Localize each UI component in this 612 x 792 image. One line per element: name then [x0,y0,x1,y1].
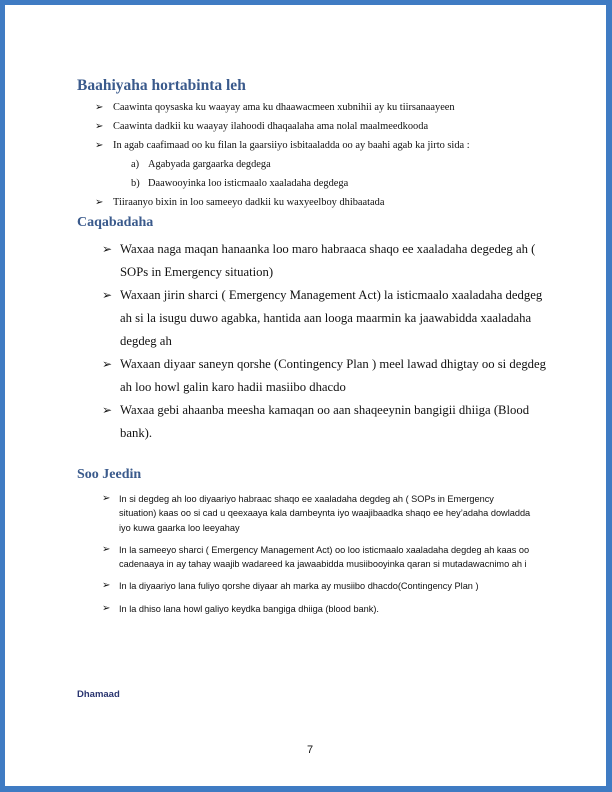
arrowhead-bullet-icon: ➢ [95,102,104,113]
list-item-text: In la diyaariyo lana fuliyo qorshe diyaar ah marka ay musiibo dhacdo(Contingency Plan ) [119,581,479,592]
list-item [95,139,555,158]
list-item-text: Waxaa naga maqan hanaanka loo maro habraaca shaqo ee xaaladaha degedeg ah ( SOPs in Emergency situation) [120,242,536,279]
arrowhead-bullet-icon: ➢ [95,197,104,208]
section-heading-recommendations: Soo Jeedin [77,467,142,482]
list-item [102,353,552,399]
list-item [102,284,552,353]
list-item-text: In si degdeg ah loo diyaariyo habraac shaqo ee xaaladaha degdeg ah ( SOPs in Emergency situation) kaas oo si cad u qeexaaya kala dambeynta iyo waajibaadka shaqo ee hey’adaha dowladda iyo kuwa gaarka loo leeyahay [119,494,531,533]
section-heading-priority-needs: Baahiyaha hortabinta leh [77,77,246,94]
list-item [102,492,532,535]
arrowhead-bullet-icon: ➢ [95,121,104,132]
sub-list-item [95,158,555,177]
sub-list-item [95,177,555,196]
arrowhead-bullet-icon: ➢ [102,580,111,592]
list-item-text: In agab caafimaad oo ku filan la gaarsiiyo isbitaaladda oo ay baahi agab ka jirto sida : [113,140,470,151]
arrowhead-bullet-icon: ➢ [102,242,113,256]
recommendations-list [102,492,532,624]
list-item-text: Caawinta qoysaska ku waayay ama ku dhaawacmeen xubnihii ay ku tiirsanaayeen [113,102,455,113]
sub-item-text: Agabyada gargaarka degdega [148,159,271,170]
list-item-text: Caawinta dadkii ku waayay ilahoodi dhaqaalaha ama nolal maalmeedkooda [113,121,429,132]
list-item-text: Waxaa gebi ahaanba meesha kamaqan oo aan shaqeeynin bangigii dhiiga (Blood bank). [120,403,530,440]
list-item [102,543,532,572]
arrowhead-bullet-icon: ➢ [102,288,113,302]
list-item-text: In la sameeyo sharci ( Emergency Management Act) oo loo isticmaalo xaaladaha degdeg ah kaas oo cadenaaya in ay tahay waajib wadareed ka jawaabidda musiibooyinka qaran si mutadawacnimo ah i [119,544,530,570]
sub-item-label: a) [131,159,140,170]
closing-text: Dhamaad [77,689,120,700]
arrowhead-bullet-icon: ➢ [102,543,111,555]
sub-item-text: Daawooyinka loo isticmaalo xaaladaha degdega [148,178,349,189]
list-item-text: Tiiraanyo bixin in loo sameeyo dadkii ku waxyeelboy dhibaatada [113,197,385,208]
list-item [102,399,552,445]
list-item [95,120,555,139]
arrowhead-bullet-icon: ➢ [102,493,111,504]
list-item-text: In la dhiso lana howl galiyo keydka bangiga dhiiga (blood bank). [119,603,379,614]
list-item [102,238,552,284]
arrowhead-bullet-icon: ➢ [102,357,113,371]
sub-item-label: b) [131,178,140,189]
arrowhead-bullet-icon: ➢ [102,403,113,417]
arrowhead-bullet-icon: ➢ [95,140,104,151]
list-item [95,101,555,120]
page-number: 7 [307,744,314,756]
list-item [95,196,555,215]
list-item-text: Waxaan jirin sharci ( Emergency Management Act) la isticmaalo xaaladaha dedgeg ah si la isugu duwo agabka, hantida aan looga maarmin ka jaawabidda xaaladaha degdeg ah [120,288,543,348]
list-item [102,602,532,616]
list-item-text: Waxaan diyaar saneyn qorshe (Contingency Plan ) meel lawad dhigtay oo si degdeg ah loo howl galin karo hadii masiibo dhacdo [120,357,546,394]
section-heading-challenges: Caqabadaha [77,215,154,230]
list-item [102,579,532,593]
priority-needs-list [95,101,555,215]
arrowhead-bullet-icon: ➢ [102,602,111,614]
challenges-list [102,238,552,445]
